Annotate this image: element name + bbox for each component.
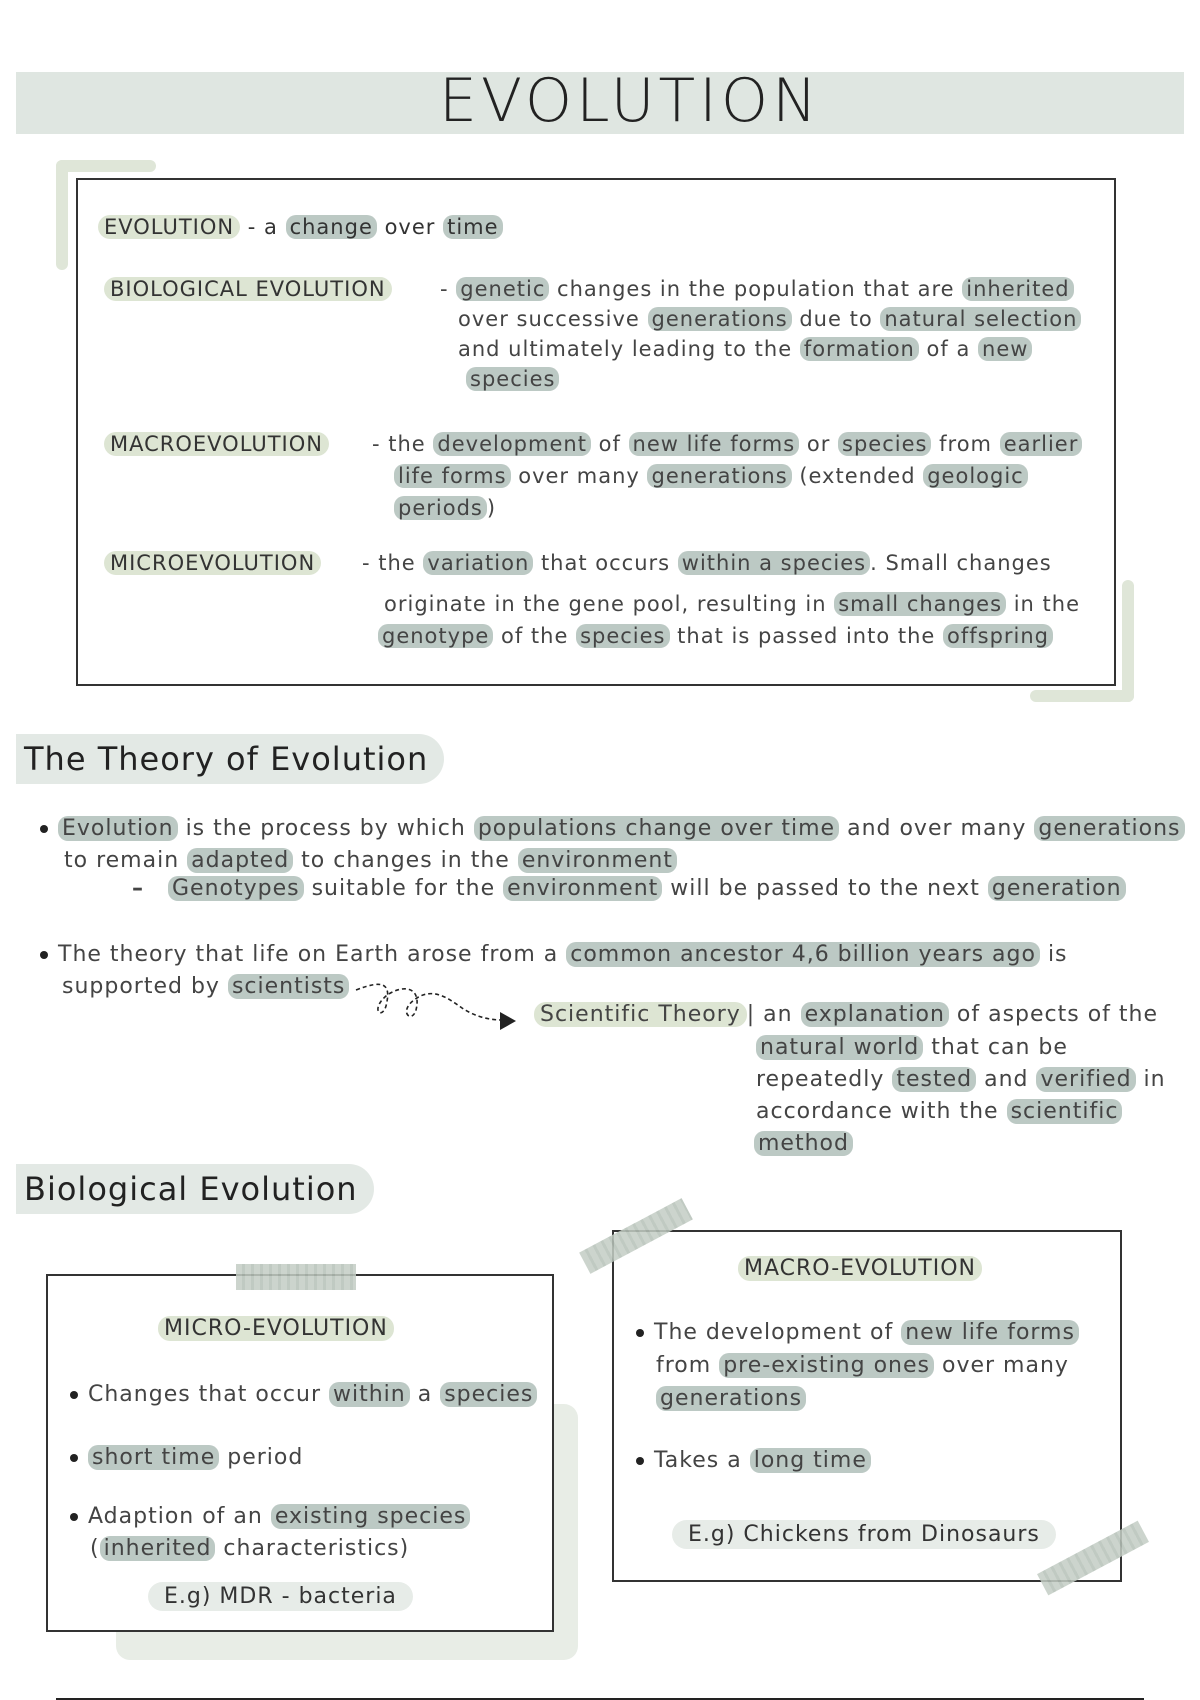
- bullet-dot: [70, 1454, 78, 1462]
- bullet-dot: [40, 825, 48, 833]
- curly-arrow-icon: [352, 976, 524, 1036]
- section-heading-theory: The Theory of Evolution: [16, 734, 444, 784]
- term-microevolution: MICROEVOLUTION: [104, 551, 321, 575]
- corner-accent: [1030, 690, 1134, 702]
- bullet-continuation: generations: [656, 1386, 806, 1411]
- bullet-continuation: supported by scientists: [62, 974, 349, 999]
- scientific-theory-line: accordance with the scientific: [756, 1099, 1122, 1124]
- definition-line: life forms over many generations (extended geologic: [394, 464, 1028, 488]
- definition-line: periods ): [394, 496, 496, 520]
- bullet-item: The theory that life on Earth arose from a common ancestor 4,6 billion years ago is: [40, 942, 1068, 967]
- bullet-item: Changes that occur within a species: [70, 1382, 537, 1407]
- bullet-item: Takes a long time: [636, 1448, 871, 1473]
- definition-line: genotype of the species that is passed into the offspring: [378, 624, 1053, 648]
- bullet-continuation: ( inherited characteristics): [90, 1536, 410, 1561]
- scientific-theory-line: natural world that can be: [756, 1035, 1068, 1060]
- section-heading-biological: Biological Evolution: [16, 1164, 374, 1214]
- bullet-continuation: to remain adapted to changes in the environment: [64, 848, 677, 873]
- bullet-item: short time period: [70, 1445, 303, 1470]
- bullet-dot: [70, 1513, 78, 1521]
- example-label: E.g) MDR - bacteria: [148, 1584, 413, 1609]
- dash-marker: –: [132, 876, 144, 901]
- scientific-theory-line: repeatedly tested and verified in: [756, 1067, 1166, 1092]
- scientific-theory-line: method: [754, 1131, 853, 1156]
- definition-line: and ultimately leading to the formation of a new: [458, 337, 1032, 361]
- definition-line: - the development of new life forms or species from earlier: [372, 432, 1082, 456]
- card-title: MACRO-EVOLUTION: [738, 1256, 982, 1281]
- definition-line: species: [466, 367, 559, 391]
- bullet-item: Adaption of an existing species: [70, 1504, 470, 1529]
- corner-accent: [1122, 580, 1134, 702]
- definition-evolution: EVOLUTION - a change over time: [98, 215, 503, 239]
- term-label: EVOLUTION: [98, 215, 240, 239]
- bullet-dot: [40, 951, 48, 959]
- term-macroevolution: MACROEVOLUTION: [104, 432, 329, 456]
- definition-line: originate in the gene pool, resulting in small changes in the: [384, 592, 1081, 616]
- bullet-dot: [636, 1457, 644, 1465]
- sub-bullet-item: – Genotypes suitable for the environment will be passed to the next generation: [132, 876, 1126, 901]
- card-title: MICRO-EVOLUTION: [158, 1316, 394, 1341]
- bullet-dot: [70, 1391, 78, 1399]
- bullet-item: Evolution is the process by which populations change over time and over many generations: [40, 816, 1185, 841]
- example-label: E.g) Chickens from Dinosaurs: [672, 1522, 1056, 1547]
- page-title: EVOLUTION: [439, 66, 821, 136]
- bullet-item: The development of new life forms: [636, 1320, 1079, 1345]
- definition-line: - genetic changes in the population that are inherited: [440, 277, 1074, 301]
- washi-tape: [236, 1264, 356, 1290]
- definition-line: - the variation that occurs within a species . Small changes: [362, 551, 1052, 575]
- corner-accent: [56, 160, 68, 270]
- term-biological-evolution: BIOLOGICAL EVOLUTION: [104, 277, 392, 301]
- bullet-dot: [636, 1329, 644, 1337]
- scientific-theory-line: Scientific Theory | an explanation of aspects of the: [534, 1002, 1158, 1027]
- corner-accent: [56, 160, 156, 172]
- definition-line: over successive generations due to natural selection: [458, 307, 1081, 331]
- term-scientific-theory: Scientific Theory: [534, 1002, 747, 1027]
- bullet-continuation: from pre-existing ones over many: [656, 1353, 1069, 1378]
